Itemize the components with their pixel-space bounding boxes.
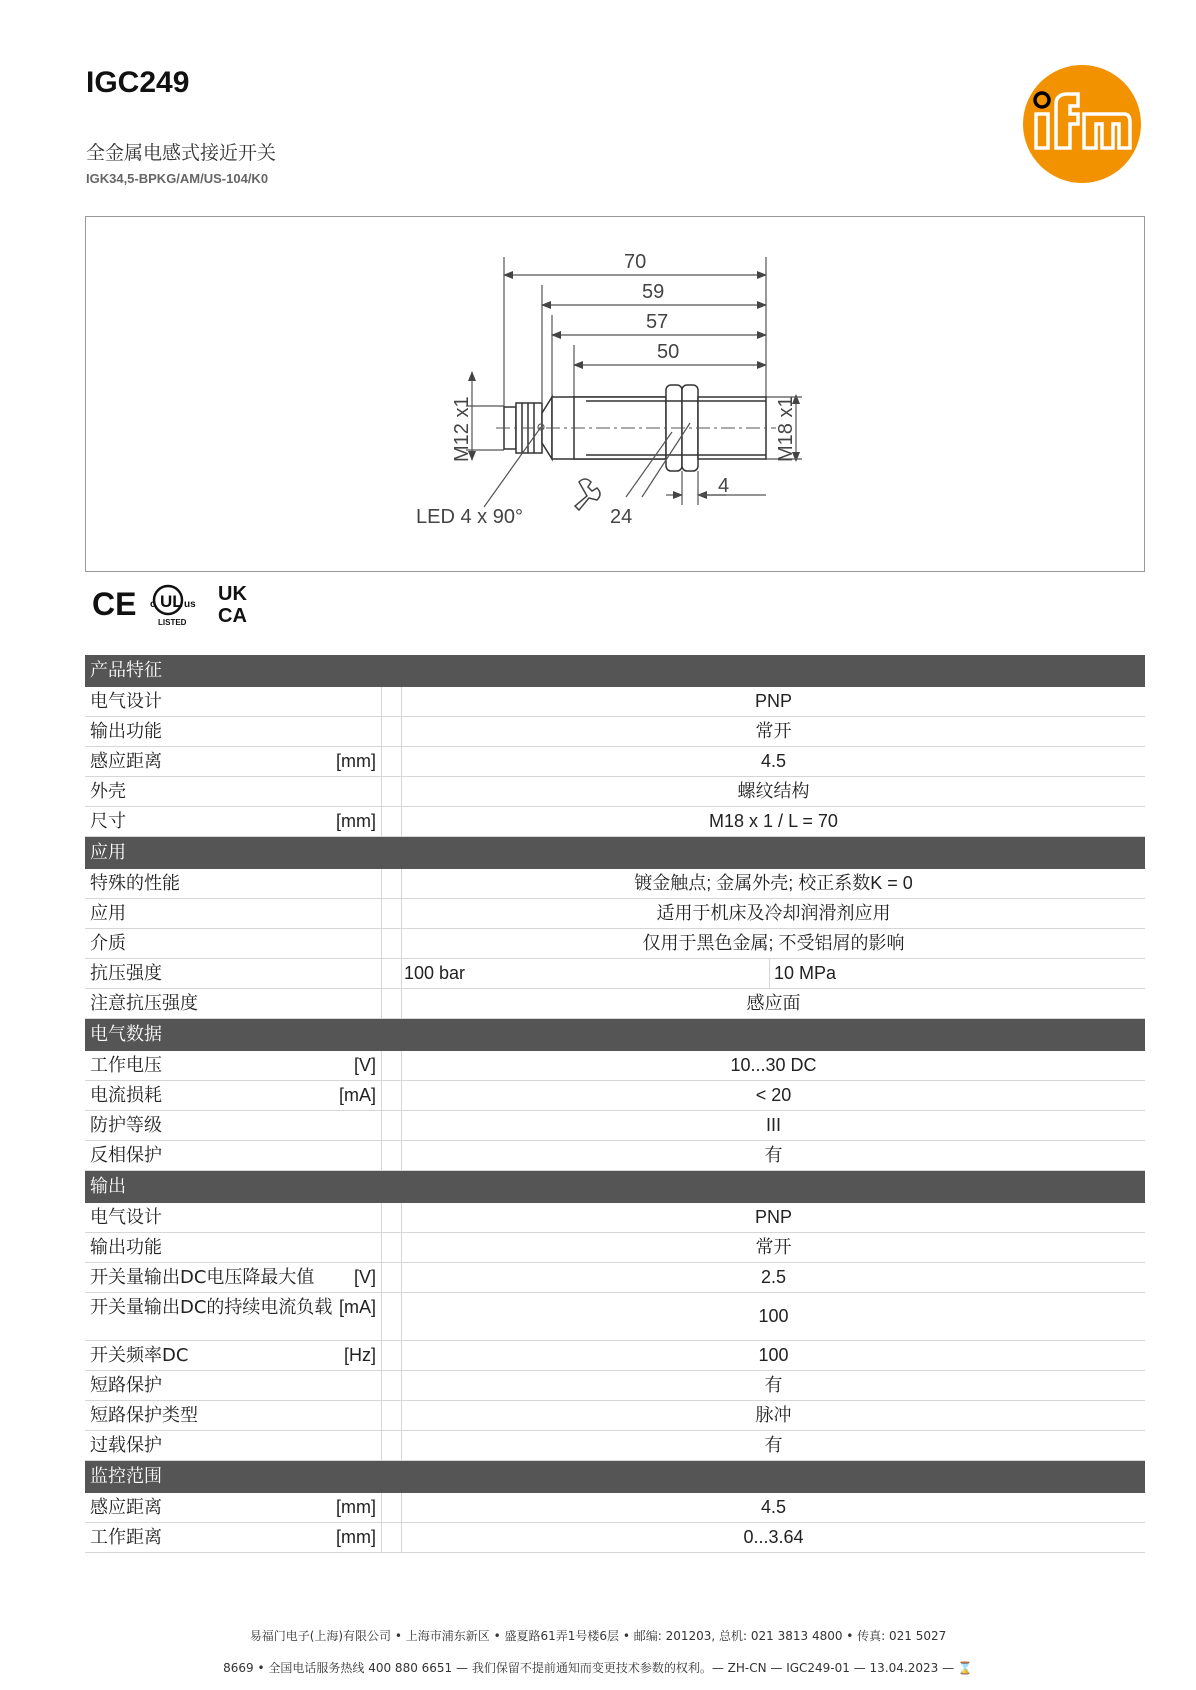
dim-m12-label: M12 x1 <box>451 396 473 462</box>
spec-label: 过载保护 <box>90 1435 162 1456</box>
spec-value-cell <box>402 807 1145 836</box>
spec-value: 有 <box>764 1375 783 1395</box>
spec-value: PNP <box>754 691 792 711</box>
spec-value: M18 x 1 / L = 70 <box>709 811 838 831</box>
spec-label-cell <box>85 989 382 1018</box>
dim-57-label: 57 <box>646 311 669 333</box>
spec-row <box>85 869 1145 899</box>
spec-label-cell <box>85 1401 382 1430</box>
spec-value: III <box>765 1115 781 1135</box>
spec-row <box>85 1203 1145 1233</box>
section-header: 输出 <box>85 1171 1145 1203</box>
spec-value: 常开 <box>755 1237 792 1257</box>
spec-label: 开关频率DC <box>90 1345 189 1366</box>
spec-value: < 20 <box>755 1085 792 1105</box>
spec-row <box>85 1401 1145 1431</box>
spec-label: 短路保护 <box>90 1375 162 1396</box>
spec-value-cell <box>402 929 1145 958</box>
spec-value: 4.5 <box>760 751 787 771</box>
spec-unit: [V] <box>353 1267 376 1287</box>
spec-value-cell <box>402 1431 1145 1460</box>
spec-value: 4.5 <box>760 1497 787 1517</box>
spec-row <box>85 747 1145 777</box>
spec-unit: [mA] <box>338 1085 376 1105</box>
spec-label-cell <box>85 1341 382 1370</box>
spec-row <box>85 1341 1145 1371</box>
spec-unit: [mA] <box>338 1297 376 1317</box>
spec-label-cell <box>85 1293 382 1340</box>
spec-label-cell <box>85 687 382 716</box>
spec-value-cell <box>402 899 1145 928</box>
spec-label-cell <box>85 1493 382 1522</box>
spec-row <box>85 1293 1145 1341</box>
spec-label: 输出功能 <box>90 1237 162 1258</box>
spec-label: 电气设计 <box>90 691 162 712</box>
spec-row <box>85 1263 1145 1293</box>
product-subtitle: 全金属电感式接近开关 <box>86 142 277 164</box>
spec-value: 脉冲 <box>755 1405 792 1425</box>
spec-value-cell <box>402 869 1145 898</box>
spec-value-cell <box>402 1081 1145 1110</box>
spec-label: 外壳 <box>90 781 126 802</box>
spec-value: PNP <box>754 1207 792 1227</box>
spec-value-cell <box>402 1111 1145 1140</box>
footer-legal <box>0 1659 1196 1676</box>
spec-value-cell <box>402 747 1145 776</box>
spec-value: 有 <box>764 1435 783 1455</box>
ce-mark <box>92 586 136 622</box>
spec-value: 镀金触点; 金属外壳; 校正系数K = 0 <box>634 873 913 893</box>
spec-label-cell <box>85 1111 382 1140</box>
spec-unit: [mm] <box>336 1497 376 1517</box>
spec-label: 感应距离 <box>90 1497 162 1518</box>
spec-label: 防护等级 <box>90 1115 162 1136</box>
dimension-drawing <box>85 216 1145 572</box>
spec-row <box>85 1431 1145 1461</box>
dim-50-label: 50 <box>657 341 680 363</box>
spec-unit: [mm] <box>336 751 376 771</box>
spec-value-cell <box>402 1293 1145 1340</box>
svg-text:c: c <box>150 599 156 610</box>
wrench-size-label: 24 <box>610 506 633 528</box>
spec-value-cell <box>402 717 1145 746</box>
spec-row <box>85 717 1145 747</box>
spec-row <box>85 929 1145 959</box>
svg-text:CA: CA <box>218 605 247 627</box>
spec-row <box>85 1111 1145 1141</box>
spec-label: 短路保护类型 <box>90 1405 198 1426</box>
spec-label: 感应距离 <box>90 751 162 772</box>
footer-address: 易福门电子(上海)有限公司 • 上海市浦东新区 • 盛夏路61弄1号楼6层 • 邮编: 201203, 总机: 021 3813 4800 • 传真: 021 5027 <box>249 1629 947 1643</box>
spec-label: 注意抗压强度 <box>90 993 198 1014</box>
svg-text:UL: UL <box>160 592 183 611</box>
spec-label: 输出功能 <box>90 721 162 742</box>
spec-label-cell <box>85 1051 382 1080</box>
spec-label: 反相保护 <box>90 1145 162 1166</box>
product-title: IGC249 <box>86 66 190 99</box>
spec-value-cell <box>402 1051 1145 1080</box>
spec-label-cell <box>85 807 382 836</box>
spec-label-cell <box>85 869 382 898</box>
spec-label: 尺寸 <box>90 811 126 832</box>
spec-unit: [mm] <box>336 811 376 831</box>
spec-label: 工作距离 <box>90 1527 162 1548</box>
spec-value-a: 100 bar <box>402 959 770 988</box>
spec-row <box>85 1233 1145 1263</box>
spec-row <box>85 1141 1145 1171</box>
spec-label-cell <box>85 1233 382 1262</box>
spec-label-cell <box>85 1263 382 1292</box>
svg-text:CE: CE <box>92 586 137 622</box>
spec-unit: [V] <box>353 1055 376 1075</box>
spec-row <box>85 1493 1145 1523</box>
spec-label-cell <box>85 717 382 746</box>
spec-value-cell <box>402 687 1145 716</box>
spec-table <box>85 655 1145 1553</box>
section-header: 监控范围 <box>85 1461 1145 1493</box>
spec-label-cell <box>85 747 382 776</box>
dim-59-label: 59 <box>642 281 665 303</box>
spec-value: 适用于机床及冷却润滑剂应用 <box>656 903 891 923</box>
spec-value: 2.5 <box>760 1267 787 1287</box>
spec-label: 开关量输出DC的持续电流负载 <box>90 1297 333 1318</box>
footer-legal-text: 8669 • 全国电话服务热线 400 880 6651 — 我们保留不提前通知而变更技术参数的权利。— ZH-CN — IGC249-01 — 13.04.2023 — <box>223 1661 958 1675</box>
spec-value: 仅用于黑色金属; 不受铝屑的影响 <box>642 933 905 953</box>
spec-label-cell <box>85 1523 382 1552</box>
spec-label-cell <box>85 929 382 958</box>
spec-label-cell <box>85 1203 382 1232</box>
spec-value-cell <box>402 1371 1145 1400</box>
led-label: LED 4 x 90° <box>416 506 523 528</box>
spec-value: 0...3.64 <box>743 1527 804 1547</box>
spec-label-cell <box>85 1141 382 1170</box>
spec-value-cell <box>402 1341 1145 1370</box>
spec-row <box>85 777 1145 807</box>
spec-value: 螺纹结构 <box>737 781 810 801</box>
spec-row <box>85 989 1145 1019</box>
spec-value-cell <box>402 1203 1145 1232</box>
dim-70-label: 70 <box>624 251 647 273</box>
section-header: 产品特征 <box>85 655 1145 687</box>
spec-label-cell <box>85 1081 382 1110</box>
spec-label-cell <box>85 1431 382 1460</box>
spec-row <box>85 959 1145 989</box>
spec-value-cell <box>402 1401 1145 1430</box>
spec-value: 10...30 DC <box>730 1055 817 1075</box>
dim-4-label: 4 <box>718 475 730 497</box>
ukca-mark <box>218 583 247 627</box>
spec-value-cell <box>402 1141 1145 1170</box>
spec-value: 常开 <box>755 721 792 741</box>
dim-m18-label: M18 x1 <box>775 396 797 462</box>
wrench-icon <box>575 479 600 510</box>
spec-unit: [mm] <box>336 1527 376 1547</box>
spec-value-cell <box>402 777 1145 806</box>
section-header: 电气数据 <box>85 1019 1145 1051</box>
spec-value-cell <box>402 989 1145 1018</box>
ifm-logo <box>1022 64 1142 184</box>
spec-row <box>85 1523 1145 1553</box>
spec-label: 抗压强度 <box>90 963 162 984</box>
spec-row <box>85 1051 1145 1081</box>
order-code: IGK34,5-BPKG/AM/US-104/K0 <box>86 171 269 186</box>
spec-value-cell <box>402 1523 1145 1552</box>
spec-value: 感应面 <box>746 993 801 1013</box>
spec-row <box>85 687 1145 717</box>
svg-text:UK: UK <box>218 583 247 605</box>
spec-label-cell <box>85 959 382 988</box>
svg-text:LISTED: LISTED <box>158 618 187 627</box>
spec-row <box>85 899 1145 929</box>
spec-label: 电气设计 <box>90 1207 162 1228</box>
spec-label-cell <box>85 777 382 806</box>
spec-label: 介质 <box>90 933 126 954</box>
spec-label: 开关量输出DC电压降最大值 <box>90 1267 315 1288</box>
spec-value-cell <box>402 1493 1145 1522</box>
spec-value: 有 <box>764 1145 783 1165</box>
spec-value-cell <box>402 1263 1145 1292</box>
spec-label: 电流损耗 <box>90 1085 162 1106</box>
section-header: 应用 <box>85 837 1145 869</box>
svg-text:us: us <box>184 599 196 610</box>
spec-label: 特殊的性能 <box>90 873 180 894</box>
spec-value-b: 10 MPa <box>774 963 837 983</box>
certification-marks <box>90 580 270 630</box>
spec-label-cell <box>85 899 382 928</box>
spec-label: 应用 <box>90 903 126 924</box>
spec-row <box>85 1081 1145 1111</box>
spec-value: 100 <box>758 1306 789 1326</box>
spec-label-cell <box>85 1371 382 1400</box>
spec-row <box>85 807 1145 837</box>
spec-value: 100 <box>758 1345 789 1365</box>
ifm-mark-icon: ⌛ <box>957 1661 973 1675</box>
spec-label: 工作电压 <box>90 1055 162 1076</box>
ul-listed-mark <box>150 586 196 627</box>
spec-unit: [Hz] <box>343 1345 376 1365</box>
spec-value-cell <box>402 1233 1145 1262</box>
spec-row <box>85 1371 1145 1401</box>
